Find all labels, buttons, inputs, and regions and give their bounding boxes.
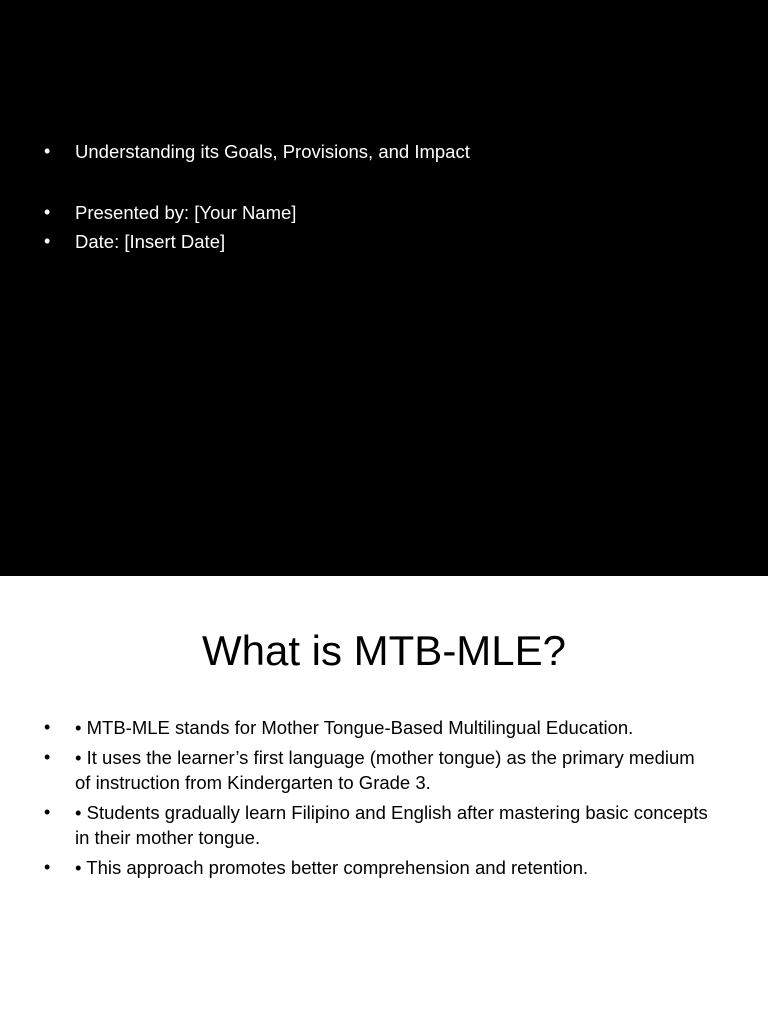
bullet-icon: • [44, 747, 51, 767]
list-item [44, 855, 708, 880]
bullet-icon: • [44, 231, 51, 251]
list-item [44, 800, 708, 850]
bullet-text: • It uses the learner’s first language (mother tongue) as the primary medium of instruction from Kindergarten to Grade 3. [75, 747, 695, 793]
list-item [44, 745, 708, 795]
subtitle-text: Understanding its Goals, Provisions, and Impact [75, 141, 470, 162]
content-bullet-list [44, 715, 708, 880]
slide-title: What is MTB-MLE? [201, 627, 567, 674]
presenter-info-list [44, 200, 708, 254]
list-item [44, 139, 708, 164]
content-slide [0, 576, 768, 1024]
bullet-text: • MTB-MLE stands for Mother Tongue-Based Multilingual Education. [75, 717, 634, 738]
list-item [44, 715, 708, 740]
bullet-icon: • [44, 857, 51, 877]
bullet-icon: • [44, 202, 51, 222]
bullet-icon: • [44, 141, 51, 161]
bullet-icon: • [44, 802, 51, 822]
list-item [44, 200, 708, 225]
date-text: Date: [Insert Date] [75, 231, 226, 252]
bullet-icon: • [44, 717, 51, 737]
subtitle-list [44, 139, 708, 164]
bullet-text: • Students gradually learn Filipino and English after mastering basic concepts in their mother tongue. [75, 802, 708, 848]
list-item [44, 229, 708, 254]
bullet-text: • This approach promotes better comprehension and retention. [75, 857, 589, 878]
presenter-text: Presented by: [Your Name] [75, 202, 297, 223]
